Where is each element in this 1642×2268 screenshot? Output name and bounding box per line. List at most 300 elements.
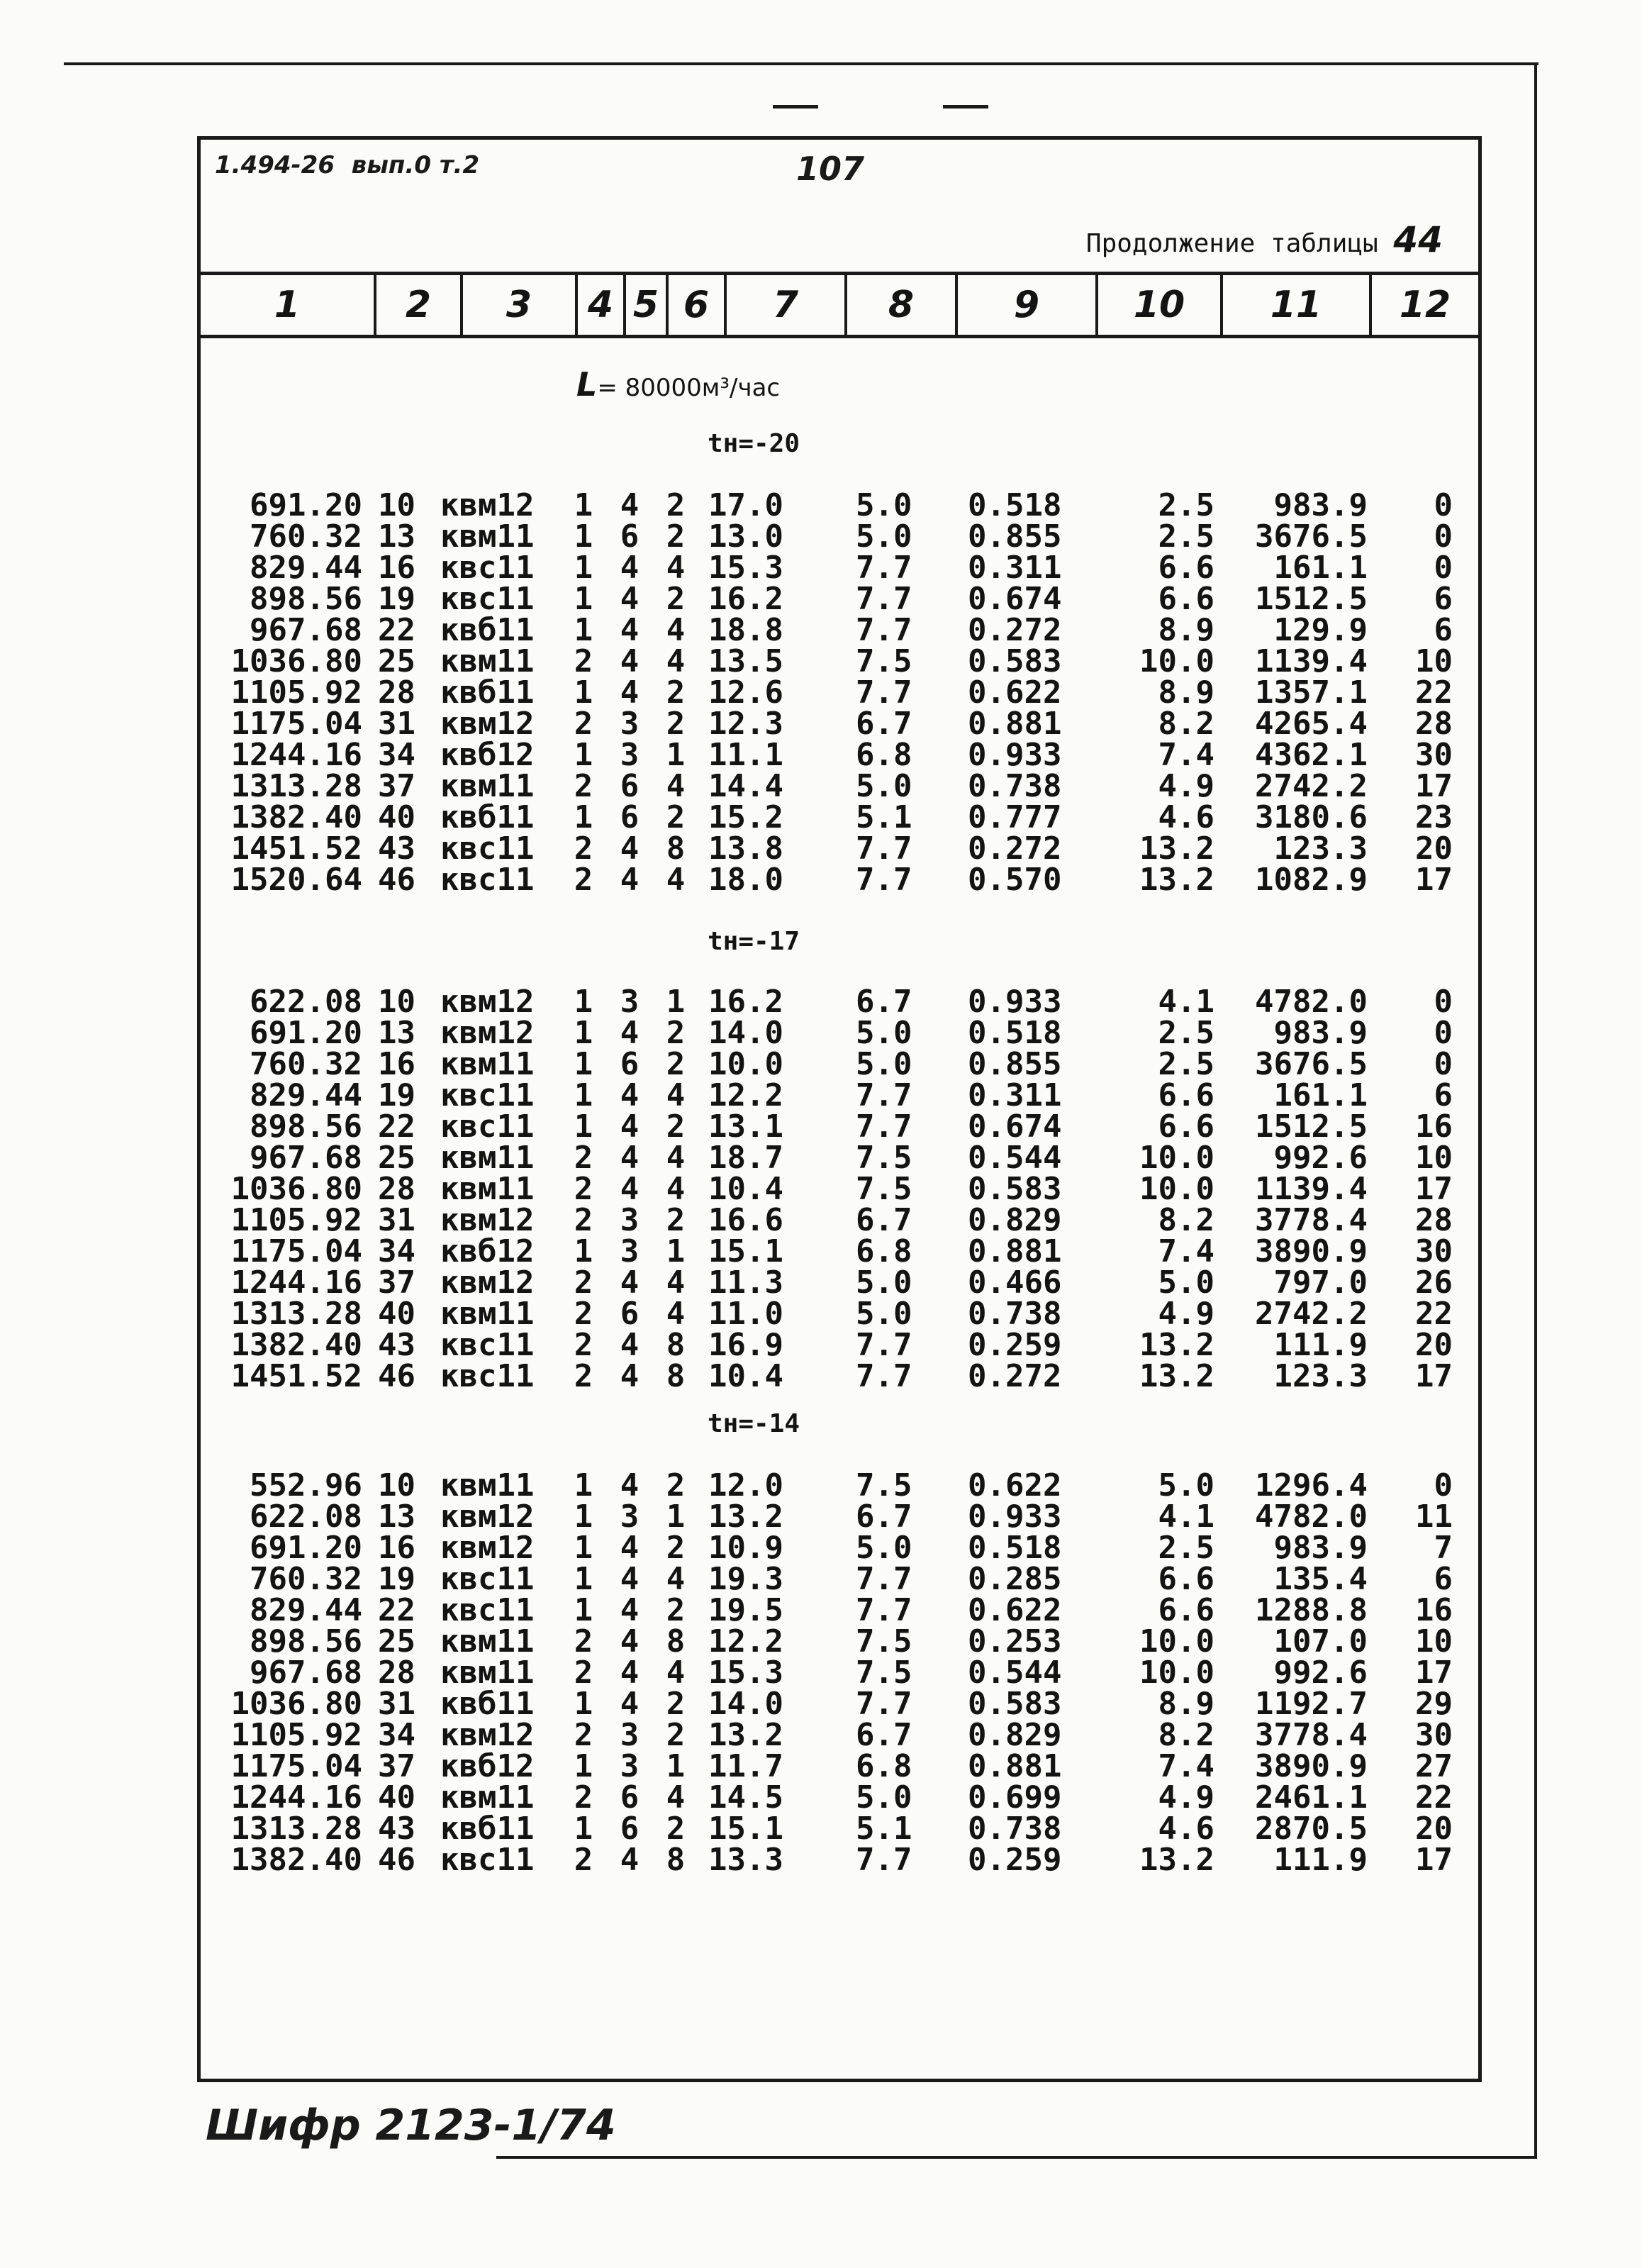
cell-col-1: 760.32 (250, 518, 362, 555)
cell-col-8: 6.8 (856, 737, 912, 773)
cell-col-2: 43 (378, 830, 415, 867)
cell-col-6: 2 (666, 581, 686, 617)
cell-col-1: 691.20 (250, 487, 362, 523)
cell-col-11: 123.3 (1273, 830, 1368, 867)
cell-col-5: 4 (620, 674, 640, 711)
cell-col-10: 6.6 (1158, 581, 1214, 617)
cell-col-6: 4 (666, 550, 686, 586)
cell-col-4: 2 (574, 1717, 593, 1753)
cell-col-8: 6.8 (856, 1233, 912, 1269)
cell-col-5: 6 (620, 1811, 640, 1847)
cell-col-12: 16 (1415, 1108, 1453, 1145)
cell-col-6: 2 (666, 799, 686, 835)
table-row (201, 615, 1464, 646)
cell-col-12: 30 (1415, 737, 1453, 773)
cell-col-6: 2 (666, 487, 686, 523)
top-rule (64, 62, 1538, 65)
cell-col-8: 5.0 (856, 1264, 912, 1301)
cell-col-6: 2 (666, 1202, 686, 1238)
cell-col-6: 1 (666, 1748, 686, 1784)
cell-col-7: 17.0 (708, 487, 783, 523)
cell-col-2: 46 (378, 862, 415, 898)
cell-col-4: 1 (574, 799, 593, 835)
cell-col-11: 129.9 (1273, 612, 1368, 648)
cell-col-1: 1244.16 (230, 737, 362, 773)
cell-col-11: 4265.4 (1255, 706, 1368, 742)
cell-col-4: 2 (574, 768, 593, 804)
cell-col-10: 13.2 (1139, 1358, 1214, 1394)
airflow-symbol: L (576, 365, 598, 404)
cell-col-7: 13.1 (708, 1108, 783, 1145)
cell-col-3: квм11 (440, 518, 535, 555)
cell-col-9: 0.933 (968, 1499, 1062, 1535)
cell-col-7: 16.2 (708, 984, 783, 1020)
cell-col-3: квм12 (440, 1717, 535, 1753)
cell-col-11: 4362.1 (1255, 737, 1368, 773)
cell-col-10: 10.0 (1139, 1171, 1214, 1207)
cell-col-12: 22 (1415, 1296, 1453, 1332)
cell-col-7: 19.3 (708, 1561, 783, 1597)
cell-col-4: 1 (574, 1561, 593, 1597)
cell-col-12: 0 (1434, 1467, 1453, 1503)
cell-col-4: 2 (574, 1202, 593, 1238)
cell-col-1: 829.44 (250, 550, 362, 586)
cell-col-10: 13.2 (1139, 1327, 1214, 1363)
cell-col-1: 829.44 (250, 1077, 362, 1113)
table-row (201, 1595, 1464, 1626)
cell-col-9: 0.544 (968, 1140, 1062, 1176)
cell-col-7: 11.3 (708, 1264, 783, 1301)
cell-col-1: 1451.52 (230, 830, 362, 867)
cell-col-10: 10.0 (1139, 643, 1214, 679)
cell-col-7: 11.1 (708, 737, 783, 773)
cell-col-3: квм11 (440, 1140, 535, 1176)
cell-col-6: 8 (666, 1842, 686, 1878)
table-row (201, 521, 1464, 552)
table-row (201, 1751, 1464, 1782)
cell-col-5: 6 (620, 768, 640, 804)
cell-col-2: 40 (378, 1779, 415, 1816)
cell-col-3: квм12 (440, 1015, 535, 1051)
cell-col-11: 2742.2 (1255, 1296, 1368, 1332)
cell-col-5: 4 (620, 550, 640, 586)
cell-col-11: 1512.5 (1255, 1108, 1368, 1145)
cell-col-3: квм12 (440, 1530, 535, 1566)
cell-col-9: 0.674 (968, 581, 1062, 617)
cell-col-3: квс11 (440, 830, 535, 867)
col-header: 8 (847, 275, 958, 335)
table-row (201, 771, 1464, 802)
cell-col-1: 552.96 (250, 1467, 362, 1503)
cell-col-8: 7.5 (856, 1623, 912, 1660)
cell-col-7: 14.4 (708, 768, 783, 804)
cell-col-4: 2 (574, 1623, 593, 1660)
cell-col-1: 1105.92 (230, 1717, 362, 1753)
cell-col-6: 2 (666, 518, 686, 555)
col-header: 6 (669, 275, 727, 335)
cell-col-5: 3 (620, 706, 640, 742)
cell-col-9: 0.518 (968, 487, 1062, 523)
cell-col-8: 5.0 (856, 1015, 912, 1051)
cell-col-12: 22 (1415, 1779, 1453, 1816)
cell-col-12: 10 (1415, 1140, 1453, 1176)
cell-col-3: квб11 (440, 1811, 535, 1847)
cell-col-3: квс11 (440, 550, 535, 586)
cell-col-10: 6.6 (1158, 1077, 1214, 1113)
cell-col-12: 29 (1415, 1686, 1453, 1722)
cell-col-5: 3 (620, 1202, 640, 1238)
col-header: 11 (1223, 275, 1372, 335)
cell-col-2: 25 (378, 1140, 415, 1176)
cell-col-10: 2.5 (1158, 1015, 1214, 1051)
table-row (201, 1689, 1464, 1720)
cell-col-10: 7.4 (1158, 1233, 1214, 1269)
cell-col-8: 6.7 (856, 984, 912, 1020)
table-row (201, 1470, 1464, 1501)
cell-col-8: 7.7 (856, 830, 912, 867)
cell-col-5: 3 (620, 984, 640, 1020)
cell-col-6: 4 (666, 1077, 686, 1113)
cell-col-7: 16.9 (708, 1327, 783, 1363)
cell-col-11: 3676.5 (1255, 1046, 1368, 1082)
cell-col-3: квб12 (440, 1748, 535, 1784)
cell-col-2: 28 (378, 1655, 415, 1691)
cell-col-1: 1036.80 (230, 643, 362, 679)
cell-col-8: 7.5 (856, 643, 912, 679)
cell-col-8: 5.0 (856, 487, 912, 523)
cell-col-9: 0.466 (968, 1264, 1062, 1301)
cell-col-2: 22 (378, 612, 415, 648)
cell-col-7: 13.8 (708, 830, 783, 867)
table-row (201, 490, 1464, 521)
cell-col-6: 4 (666, 1140, 686, 1176)
cell-col-5: 4 (620, 1592, 640, 1628)
cell-col-7: 13.3 (708, 1842, 783, 1878)
cell-col-8: 7.7 (856, 1358, 912, 1394)
cell-col-7: 16.6 (708, 1202, 783, 1238)
cell-col-5: 4 (620, 1842, 640, 1878)
cell-col-2: 31 (378, 1686, 415, 1722)
cell-col-1: 1313.28 (230, 1296, 362, 1332)
cell-col-3: квс11 (440, 1108, 535, 1145)
cell-col-1: 760.32 (250, 1046, 362, 1082)
cell-col-6: 2 (666, 1686, 686, 1722)
cell-col-12: 20 (1415, 1327, 1453, 1363)
cell-col-10: 5.0 (1158, 1467, 1214, 1503)
cell-col-4: 1 (574, 1077, 593, 1113)
cell-col-3: квб11 (440, 674, 535, 711)
cell-col-7: 14.0 (708, 1015, 783, 1051)
cell-col-9: 0.777 (968, 799, 1062, 835)
cell-col-11: 2461.1 (1255, 1779, 1368, 1816)
volume-label: вып.0 т.2 (351, 151, 480, 179)
cell-col-10: 13.2 (1139, 1842, 1214, 1878)
cell-col-11: 111.9 (1273, 1327, 1368, 1363)
table-row (201, 1236, 1464, 1267)
cell-col-3: квм12 (440, 984, 535, 1020)
cell-col-8: 5.0 (856, 768, 912, 804)
cell-col-11: 3180.6 (1255, 799, 1368, 835)
cell-col-12: 17 (1415, 1655, 1453, 1691)
cell-col-4: 2 (574, 1296, 593, 1332)
cell-col-11: 1296.4 (1255, 1467, 1368, 1503)
cell-col-12: 6 (1434, 581, 1453, 617)
cell-col-11: 797.0 (1273, 1264, 1368, 1301)
cell-col-10: 6.6 (1158, 1561, 1214, 1597)
cell-col-2: 13 (378, 1499, 415, 1535)
cell-col-5: 4 (620, 487, 640, 523)
table-row (201, 584, 1464, 615)
cell-col-7: 13.2 (708, 1717, 783, 1753)
cell-col-12: 7 (1434, 1530, 1453, 1566)
cell-col-1: 967.68 (250, 1655, 362, 1691)
cell-col-9: 0.622 (968, 674, 1062, 711)
cell-col-10: 4.9 (1158, 1779, 1214, 1816)
cell-col-8: 6.7 (856, 1499, 912, 1535)
cell-col-10: 10.0 (1139, 1655, 1214, 1691)
cell-col-10: 8.9 (1158, 612, 1214, 648)
col-header: 4 (578, 275, 626, 335)
cell-col-4: 1 (574, 1499, 593, 1535)
cell-col-10: 8.9 (1158, 1686, 1214, 1722)
cell-col-2: 37 (378, 1748, 415, 1784)
cell-col-1: 898.56 (250, 1623, 362, 1660)
cell-col-9: 0.881 (968, 1748, 1062, 1784)
continuation-caption (1086, 219, 1443, 260)
cell-col-11: 992.6 (1273, 1140, 1368, 1176)
cell-col-11: 123.3 (1273, 1358, 1368, 1394)
cell-col-11: 1192.7 (1255, 1686, 1368, 1722)
table-row (201, 552, 1464, 584)
cell-col-4: 2 (574, 1327, 593, 1363)
cell-col-3: квб12 (440, 737, 535, 773)
cell-col-3: квс11 (440, 1358, 535, 1394)
table-row (201, 1143, 1464, 1174)
cell-col-3: квм11 (440, 1046, 535, 1082)
cell-col-1: 1175.04 (230, 1748, 362, 1784)
cell-col-8: 5.1 (856, 799, 912, 835)
cell-col-2: 28 (378, 1171, 415, 1207)
cell-col-10: 4.1 (1158, 984, 1214, 1020)
cell-col-4: 1 (574, 1108, 593, 1145)
cell-col-6: 2 (666, 1467, 686, 1503)
cell-col-9: 0.311 (968, 550, 1062, 586)
cell-col-7: 13.0 (708, 518, 783, 555)
cell-col-7: 14.5 (708, 1779, 783, 1816)
cell-col-9: 0.829 (968, 1202, 1062, 1238)
cell-col-1: 1520.64 (230, 862, 362, 898)
cell-col-5: 4 (620, 1686, 640, 1722)
cell-col-2: 16 (378, 1046, 415, 1082)
cell-col-1: 691.20 (250, 1530, 362, 1566)
cell-col-7: 13.5 (708, 643, 783, 679)
cell-col-8: 6.7 (856, 1202, 912, 1238)
cell-col-10: 4.6 (1158, 1811, 1214, 1847)
cell-col-3: квм12 (440, 1499, 535, 1535)
cell-col-12: 17 (1415, 862, 1453, 898)
cell-col-7: 15.3 (708, 550, 783, 586)
cell-col-1: 829.44 (250, 1592, 362, 1628)
cell-col-5: 4 (620, 1140, 640, 1176)
cell-col-10: 2.5 (1158, 1530, 1214, 1566)
table-row (201, 1267, 1464, 1299)
cell-col-1: 898.56 (250, 581, 362, 617)
cell-col-5: 3 (620, 737, 640, 773)
cell-col-9: 0.583 (968, 1686, 1062, 1722)
cell-col-8: 7.7 (856, 550, 912, 586)
cell-col-2: 31 (378, 1202, 415, 1238)
col-header: 5 (626, 275, 669, 335)
cell-col-4: 2 (574, 1358, 593, 1394)
cell-col-7: 12.3 (708, 706, 783, 742)
cell-col-12: 22 (1415, 674, 1453, 711)
cell-col-11: 161.1 (1273, 550, 1368, 586)
cell-col-5: 4 (620, 1077, 640, 1113)
cell-col-2: 13 (378, 1015, 415, 1051)
table-row (201, 677, 1464, 708)
table-row (201, 1845, 1464, 1876)
cell-col-4: 2 (574, 1171, 593, 1207)
cell-col-8: 7.5 (856, 1140, 912, 1176)
cell-col-12: 10 (1415, 1623, 1453, 1660)
cell-col-6: 1 (666, 984, 686, 1020)
cell-col-10: 6.6 (1158, 550, 1214, 586)
cell-col-11: 3778.4 (1255, 1717, 1368, 1753)
cell-col-6: 4 (666, 1171, 686, 1207)
cell-col-12: 28 (1415, 1202, 1453, 1238)
cell-col-9: 0.674 (968, 1108, 1062, 1145)
cell-col-6: 4 (666, 768, 686, 804)
cell-col-10: 2.5 (1158, 1046, 1214, 1082)
cell-col-7: 10.4 (708, 1171, 783, 1207)
cell-col-10: 7.4 (1158, 1748, 1214, 1784)
cell-col-10: 8.2 (1158, 1202, 1214, 1238)
cell-col-9: 0.933 (968, 737, 1062, 773)
cell-col-5: 4 (620, 1171, 640, 1207)
cell-col-4: 1 (574, 550, 593, 586)
cell-col-10: 2.5 (1158, 487, 1214, 523)
cell-col-11: 3890.9 (1255, 1233, 1368, 1269)
cell-col-9: 0.881 (968, 1233, 1062, 1269)
cell-col-3: квм12 (440, 487, 535, 523)
cell-col-12: 17 (1415, 1171, 1453, 1207)
cell-col-7: 13.2 (708, 1499, 783, 1535)
dash-mark-left (773, 105, 818, 109)
cell-col-8: 5.0 (856, 1046, 912, 1082)
table-row (201, 833, 1464, 865)
cell-col-8: 7.7 (856, 1592, 912, 1628)
cell-col-3: квс11 (440, 1842, 535, 1878)
cell-col-7: 15.3 (708, 1655, 783, 1691)
cell-col-10: 6.6 (1158, 1108, 1214, 1145)
cell-col-5: 6 (620, 1046, 640, 1082)
cell-col-4: 1 (574, 984, 593, 1020)
cell-col-12: 30 (1415, 1717, 1453, 1753)
table-row (201, 1564, 1464, 1595)
cell-col-2: 19 (378, 1077, 415, 1113)
cell-col-3: квм12 (440, 1202, 535, 1238)
table-row (201, 646, 1464, 677)
cell-col-12: 30 (1415, 1233, 1453, 1269)
cell-col-9: 0.259 (968, 1842, 1062, 1878)
cell-col-3: квм11 (440, 1171, 535, 1207)
cell-col-10: 4.9 (1158, 768, 1214, 804)
cell-col-6: 1 (666, 1499, 686, 1535)
cell-col-10: 13.2 (1139, 862, 1214, 898)
cell-col-4: 1 (574, 1233, 593, 1269)
cell-col-2: 10 (378, 984, 415, 1020)
cell-col-2: 34 (378, 1233, 415, 1269)
cell-col-2: 34 (378, 1717, 415, 1753)
cell-col-3: квм12 (440, 1264, 535, 1301)
cell-col-4: 1 (574, 612, 593, 648)
cell-col-1: 1036.80 (230, 1686, 362, 1722)
cell-col-6: 4 (666, 1779, 686, 1816)
cell-col-4: 1 (574, 581, 593, 617)
cell-col-5: 4 (620, 830, 640, 867)
cell-col-11: 3778.4 (1255, 1202, 1368, 1238)
cell-col-4: 1 (574, 1686, 593, 1722)
cell-col-7: 15.1 (708, 1811, 783, 1847)
cell-col-5: 4 (620, 1015, 640, 1051)
cell-col-12: 28 (1415, 706, 1453, 742)
cell-col-11: 983.9 (1273, 487, 1368, 523)
cell-col-7: 11.7 (708, 1748, 783, 1784)
cell-col-1: 1175.04 (230, 1233, 362, 1269)
cell-col-12: 0 (1434, 550, 1453, 586)
cell-col-11: 4782.0 (1255, 1499, 1368, 1535)
cell-col-6: 2 (666, 1530, 686, 1566)
cell-col-10: 6.6 (1158, 1592, 1214, 1628)
cell-col-5: 4 (620, 1623, 640, 1660)
cell-col-1: 1175.04 (230, 706, 362, 742)
table-row (201, 1174, 1464, 1205)
cell-col-9: 0.583 (968, 1171, 1062, 1207)
cell-col-6: 4 (666, 1561, 686, 1597)
page-number: 107 (796, 150, 865, 188)
cell-col-11: 983.9 (1273, 1530, 1368, 1566)
cell-col-10: 7.4 (1158, 737, 1214, 773)
cell-col-1: 622.08 (250, 1499, 362, 1535)
cell-col-5: 6 (620, 1296, 640, 1332)
cell-col-11: 111.9 (1273, 1842, 1368, 1878)
section-title: tн=-14 (707, 1409, 800, 1438)
cell-col-12: 0 (1434, 518, 1453, 555)
cell-col-2: 10 (378, 1467, 415, 1503)
cell-col-2: 37 (378, 768, 415, 804)
col-header: 3 (463, 275, 578, 335)
cell-col-8: 7.7 (856, 674, 912, 711)
cell-col-2: 43 (378, 1327, 415, 1363)
cell-col-1: 1313.28 (230, 768, 362, 804)
cell-col-6: 2 (666, 1811, 686, 1847)
col-header: 1 (201, 275, 376, 335)
cell-col-6: 2 (666, 1717, 686, 1753)
cell-col-4: 2 (574, 1842, 593, 1878)
cell-col-11: 1139.4 (1255, 643, 1368, 679)
cell-col-3: квм11 (440, 1655, 535, 1691)
data-table-section-3 (201, 1467, 1464, 1878)
cell-col-9: 0.272 (968, 1358, 1062, 1394)
cell-col-1: 1382.40 (230, 799, 362, 835)
right-rule (1534, 62, 1537, 2158)
cell-col-2: 46 (378, 1842, 415, 1878)
cell-col-3: квм11 (440, 1296, 535, 1332)
table-row (201, 1813, 1464, 1845)
cell-col-6: 1 (666, 737, 686, 773)
cell-col-4: 1 (574, 1530, 593, 1566)
cell-col-12: 6 (1434, 1561, 1453, 1597)
